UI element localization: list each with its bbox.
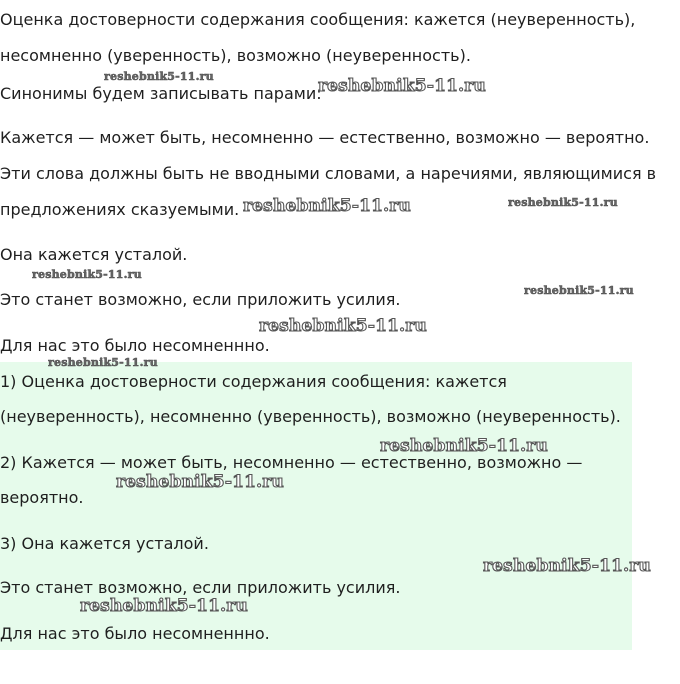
watermark-text: reshebnik5-11.ru xyxy=(80,596,248,616)
text-line: Синонимы будем записывать парами: xyxy=(0,84,322,103)
watermark-text: reshebnik5-11.ru xyxy=(508,196,618,209)
watermark-text: reshebnik5-11.ru xyxy=(104,70,214,83)
answer-line: (неуверенность), несомненно (уверенность), возможно (неуверенность). xyxy=(0,407,621,426)
answer-line: вероятно. xyxy=(0,488,84,507)
text-line: Оценка достоверности содержания сообщения: кажется (неуверенность), xyxy=(0,10,636,29)
text-line: Это станет возможно, если приложить усилия. xyxy=(0,290,401,309)
watermark-text: reshebnik5-11.ru xyxy=(524,284,634,297)
answer-line: Это станет возможно, если приложить усилия. xyxy=(0,578,401,597)
answer-line: 2) Кажется — может быть, несомненно — естественно, возможно — xyxy=(0,453,583,472)
text-line: Для нас это было несомненнно. xyxy=(0,336,270,355)
watermark-text: reshebnik5-11.ru xyxy=(318,76,486,96)
watermark-text: reshebnik5-11.ru xyxy=(48,356,158,369)
watermark-text: reshebnik5-11.ru xyxy=(32,268,142,281)
watermark-text: reshebnik5-11.ru xyxy=(483,556,651,576)
text-line: Она кажется усталой. xyxy=(0,245,188,264)
watermark-text: reshebnik5-11.ru xyxy=(380,436,548,456)
text-line: несомненно (уверенность), возможно (неуверенность). xyxy=(0,46,471,65)
text-line: Кажется — может быть, несомненно — естественно, возможно — вероятно. xyxy=(0,128,650,147)
answer-line: 3) Она кажется усталой. xyxy=(0,534,209,553)
watermark-text: reshebnik5-11.ru xyxy=(116,472,284,492)
watermark-text: reshebnik5-11.ru xyxy=(243,196,411,216)
watermark-text: reshebnik5-11.ru xyxy=(259,316,427,336)
text-line: предложениях сказуемыми. xyxy=(0,200,240,219)
text-line: Эти слова должны быть не вводными словами, а наречиями, являющимися в xyxy=(0,164,657,183)
answer-line: Для нас это было несомненнно. xyxy=(0,624,270,643)
answer-line: 1) Оценка достоверности содержания сообщения: кажется xyxy=(0,372,507,391)
